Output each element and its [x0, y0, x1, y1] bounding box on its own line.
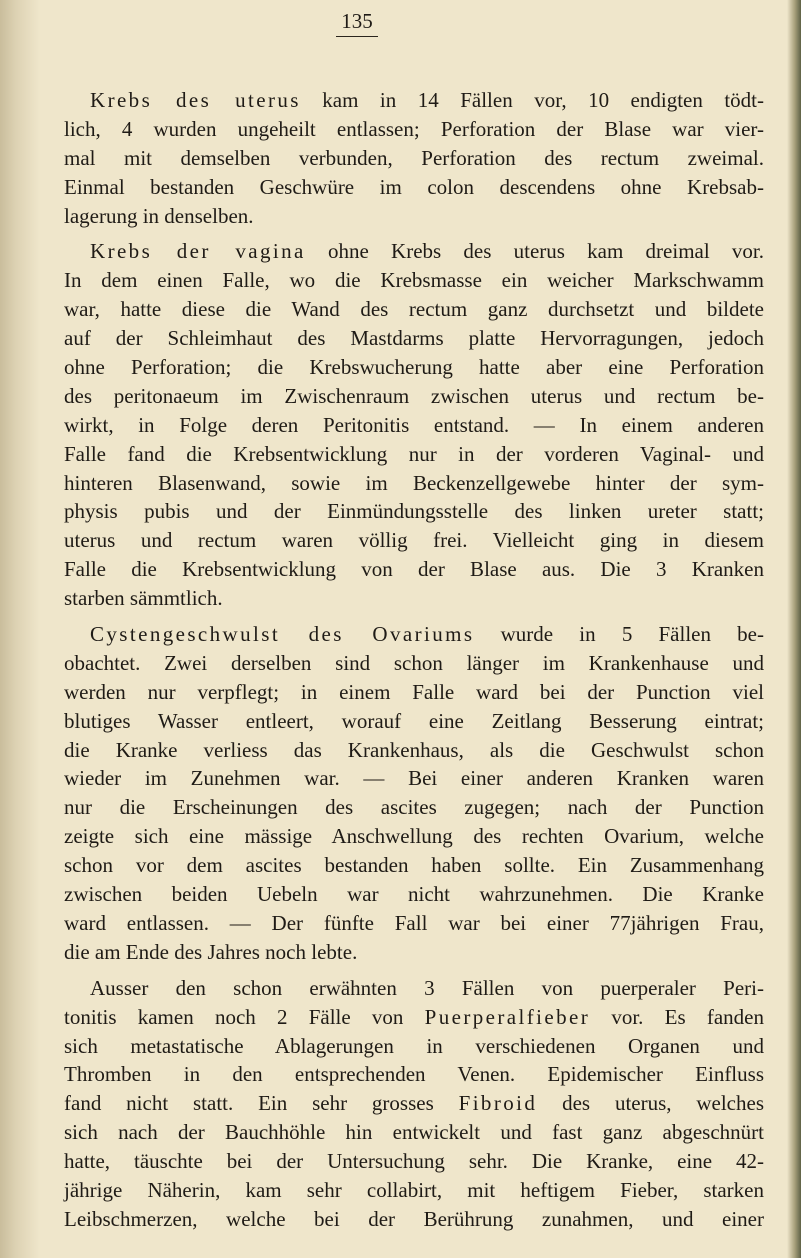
text-line: die Kranke verliess das Krankenhaus, als die Geschwulst schon — [64, 737, 764, 762]
text-line: des peritonaeum im Zwischenraum zwischen uterus und rectum be- — [64, 383, 764, 408]
text-line — [64, 1089, 764, 1118]
text-line: nur die Erscheinungen des ascites zugegen; nach der Punction — [64, 795, 764, 820]
text-line: hinteren Blasenwand, sowie im Beckenzellgewebe hinter der sym- — [64, 470, 764, 495]
text-line: wirkt, in Folge deren Peritonitis entstand. — In einem anderen — [64, 412, 764, 437]
text-line: die am Ende des Jahres noch lebte. — [64, 939, 358, 964]
text-line: mal mit demselben verbunden, Perforation des rectum zweimal. — [64, 145, 764, 170]
paragraph-krebs-uterus — [64, 86, 764, 230]
text-line — [64, 1003, 764, 1032]
paragraph-gap — [64, 613, 764, 620]
text-segment: vor. Es fanden — [590, 1004, 764, 1029]
text-segment: kam in 14 Fällen vor, 10 endigten tödt- — [300, 88, 764, 112]
text-line: war, hatte diese die Wand des rectum ganz durchsetzt und bildete — [64, 297, 764, 322]
page-number: 135 — [336, 8, 378, 37]
text-line: Ausser den schon erwähnten 3 Fällen von puerperaler Peri- — [90, 975, 764, 1000]
text-line: uterus und rectum waren völlig frei. Vielleicht ging in diesem — [64, 528, 764, 553]
spaced-heading-krebs-der-vagina: Krebs der vagina — [90, 239, 306, 264]
page-body-text — [64, 86, 764, 1234]
text-segment: ohne Krebs des uterus kam dreimal vor. — [305, 239, 765, 264]
text-line: sich nach der Bauchhöhle hin entwickelt und fast ganz abgeschnürt — [64, 1120, 764, 1145]
text-line: In dem einen Falle, wo die Krebsmasse ein weicher Markschwamm — [64, 268, 764, 293]
text-segment: tonitis kamen noch 2 Fälle von — [64, 1004, 425, 1029]
paragraph-cystengeschwulst — [64, 620, 764, 967]
paragraph-gap — [64, 230, 764, 237]
text-line: ohne Perforation; die Krebswucherung hatte aber eine Perforation — [64, 355, 764, 380]
text-line: jährige Näherin, kam sehr collabirt, mit heftigem Fieber, starken — [64, 1177, 764, 1202]
text-line: starben sämmtlich. — [64, 586, 223, 611]
text-line: lich, 4 wurden ungeheilt entlassen; Perforation der Blase war vier- — [64, 116, 764, 141]
text-segment: des uterus, welches — [537, 1091, 765, 1116]
text-line: blutiges Wasser entleert, worauf eine Zeitlang Besserung eintrat; — [64, 708, 764, 733]
spaced-heading-krebs-des-uterus: Krebs des uterus — [90, 88, 301, 112]
text-line: ward entlassen. — Der fünfte Fall war bei einer 77jährigen Frau, — [64, 910, 764, 935]
text-line: physis pubis und der Einmündungsstelle des linken ureter statt; — [64, 499, 764, 524]
text-line — [64, 86, 764, 115]
text-line: lagerung in denselben. — [64, 203, 254, 228]
text-line: Leibschmerzen, welche bei der Berührung zunahmen, und einer — [64, 1206, 764, 1231]
text-line: obachtet. Zwei derselben sind schon länger im Krankenhause und — [64, 650, 764, 675]
text-line: werden nur verpflegt; in einem Falle ward bei der Punction viel — [64, 679, 764, 704]
page-gutter-shadow — [0, 0, 40, 1258]
text-line — [64, 237, 764, 266]
spaced-term-fibroid: Fibroid — [458, 1091, 538, 1116]
text-line: Thromben in den entsprechenden Venen. Epidemischer Einfluss — [64, 1062, 764, 1087]
text-line: Falle die Krebsentwicklung von der Blase aus. Die 3 Kranken — [64, 557, 764, 582]
text-line: auf der Schleimhaut des Mastdarms platte Hervorragungen, jedoch — [64, 326, 764, 351]
text-line: zeigte sich eine mässige Anschwellung des rechten Ovarium, welche — [64, 824, 764, 849]
text-line: hatte, täuschte bei der Untersuchung sehr. Die Kranke, eine 42- — [64, 1149, 764, 1174]
text-line: Einmal bestanden Geschwüre im colon descendens ohne Krebsab- — [64, 174, 764, 199]
spaced-term-puerperalfieber: Puerperalfieber — [424, 1004, 591, 1029]
paragraph-krebs-vagina — [64, 237, 764, 613]
text-segment: fand nicht statt. Ein sehr grosses — [64, 1091, 459, 1116]
text-line: zwischen beiden Uebeln war nicht wahrzunehmen. Die Kranke — [64, 882, 764, 907]
text-segment: wurde in 5 Fällen be- — [474, 622, 764, 647]
text-line: wieder im Zunehmen war. — Bei einer anderen Kranken waren — [64, 766, 764, 791]
text-line: Falle fand die Krebsentwicklung nur in der vorderen Vaginal- und — [64, 441, 764, 466]
text-line: sich metastatische Ablagerungen in verschiedenen Organen und — [64, 1033, 764, 1058]
page-edge-shadow — [787, 0, 801, 1258]
spaced-heading-cystengeschwulst: Cystengeschwulst des Ovariums — [90, 622, 475, 647]
text-line — [64, 620, 764, 649]
paragraph-puerperalfieber — [64, 974, 764, 1234]
paragraph-gap — [64, 967, 764, 974]
text-line: schon vor dem ascites bestanden haben sollte. Ein Zusammenhang — [64, 853, 764, 878]
